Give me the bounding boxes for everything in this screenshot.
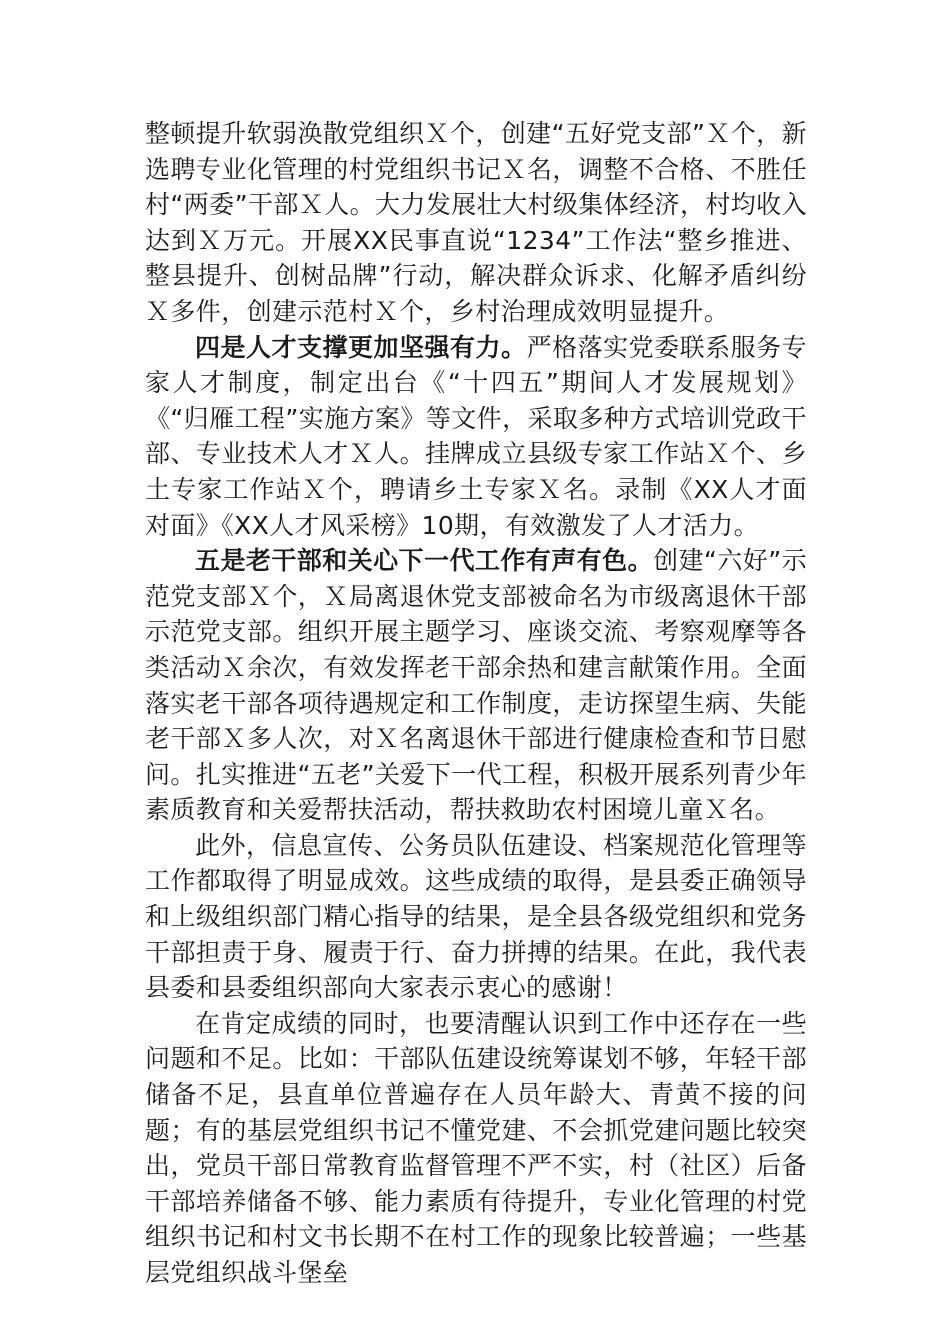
paragraph-talent-support (145, 330, 807, 544)
paragraph-lead-heading: 五是老干部和关心下一代工作有声有色。 (195, 546, 654, 576)
paragraph-village-governance (145, 116, 807, 330)
paragraph-text: 严格落实党委联系服务专家人才制度，制定出台《“十四五”期间人才发展规划》《“归雁工程”实施方案》等文件，采取多种方式培训党政干部、专业技术人才Ｘ人。挂牌成立县级专家工作站Ｘ个、乡土专家工作站Ｘ个，聘请乡土专家Ｘ名。录制《XX人才面对面》《XX人才风采榜》10期，有效激发了人才活力。 (145, 332, 808, 540)
paragraph-veteran-cadres (145, 543, 807, 828)
paragraph-text: 创建“六好”示范党支部Ｘ个，Ｘ局离退休党支部被命名为市级离退休干部示范党支部。组织开展主题学习、座谈交流、考察观摩等各类活动Ｘ余次，有效发挥老干部余热和建言献策作用。全面落实老干部各项待遇规定和工作制度，走访探望生病、失能老干部Ｘ多人次，对Ｘ名离退休干部进行健康检查和节日慰问。扎实推进“五老”关爱下一代工程，积极开展系列青少年素质教育和关爱帮扶活动，帮扶救助农村困境儿童Ｘ名。 (145, 546, 807, 825)
paragraph-acknowledgement (145, 828, 807, 1006)
paragraph-lead-heading: 四是人才支撑更加坚强有力。 (195, 332, 527, 362)
paragraph-text: 此外，信息宣传、公务员队伍建设、档案规范化管理等工作都取得了明显成效。这些成绩的取得，是县委正确领导和上级组织部门精心指导的结果，是全县各级党组织和党务干部担责于身、履责于行、奋力拼搏的结果。在此，我代表县委和县委组织部向大家表示衷心的感谢！ (145, 830, 807, 1003)
document-body (145, 116, 807, 1291)
paragraph-problems (145, 1006, 807, 1291)
paragraph-text: 在肯定成绩的同时，也要清醒认识到工作中还存在一些问题和不足。比如：干部队伍建设统筹谋划不够，年轻干部储备不足，县直单位普遍存在人员年龄大、青黄不接的问题；有的基层党组织书记不懂党建、不会抓党建问题比较突出，党员干部日常教育监督管理不严不实，村（社区）后备干部培养储备不够、能力素质有待提升，专业化管理的村党组织书记和村文书长期不在村工作的现象比较普遍；一些基层党组织战斗堡垒 (145, 1008, 807, 1287)
paragraph-text: 整顿提升软弱涣散党组织Ｘ个，创建“五好党支部”Ｘ个，新选聘专业化管理的村党组织书记Ｘ名，调整不合格、不胜任村“两委”干部Ｘ人。大力发展壮大村级集体经济，村均收入达到Ｘ万元。开展XX民事直说“1234”工作法“整乡推进、整县提升、创树品牌”行动，解决群众诉求、化解矛盾纠纷Ｘ多件，创建示范村Ｘ个，乡村治理成效明显提升。 (145, 119, 807, 326)
